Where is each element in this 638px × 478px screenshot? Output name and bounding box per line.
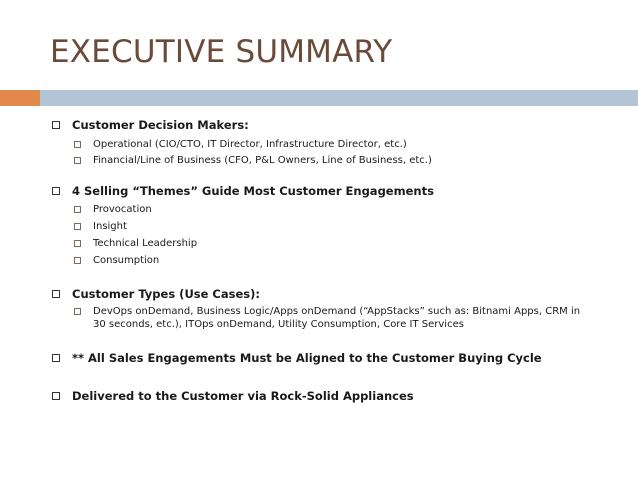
square-bullet-icon — [52, 290, 60, 298]
sub-bullet-text: DevOps onDemand, Business Logic/Apps onDemand (“AppStacks” such as: Bitnami Apps, CRM in 30 seconds, etc.), ITOps onDemand, Utility Consumption, Core IT Services — [93, 306, 581, 330]
square-bullet-icon — [74, 240, 81, 247]
sub-bullet-text: Technical Leadership — [93, 238, 198, 249]
square-bullet-icon — [74, 223, 81, 230]
square-bullet-icon — [52, 392, 60, 400]
square-bullet-icon — [74, 257, 81, 264]
sub-bullet-text: Provocation — [93, 204, 152, 215]
bullet-text: Customer Types (Use Cases): — [72, 287, 260, 301]
slide-title: EXECUTIVE SUMMARY — [50, 34, 393, 70]
sub-bullet-text: Consumption — [93, 255, 160, 266]
bullet-text: Delivered to the Customer via Rock-Solid Appliances — [72, 389, 414, 403]
square-bullet-icon — [74, 141, 81, 148]
square-bullet-icon — [52, 187, 60, 195]
sub-bullet-text: Operational (CIO/CTO, IT Director, Infrastructure Director, etc.) — [93, 139, 407, 150]
square-bullet-icon — [74, 206, 81, 213]
bullet-text: ** All Sales Engagements Must be Aligned to the Customer Buying Cycle — [72, 351, 542, 365]
bullet-text: 4 Selling “Themes” Guide Most Customer Engagements — [72, 184, 434, 198]
bullet-text: Customer Decision Makers: — [72, 118, 249, 132]
sub-bullet-text: Insight — [93, 221, 127, 232]
square-bullet-icon — [52, 121, 60, 129]
square-bullet-icon — [74, 157, 81, 164]
sub-bullet-text: Financial/Line of Business (CFO, P&L Owners, Line of Business, etc.) — [93, 155, 432, 166]
square-bullet-icon — [52, 354, 60, 362]
square-bullet-icon — [74, 308, 81, 315]
